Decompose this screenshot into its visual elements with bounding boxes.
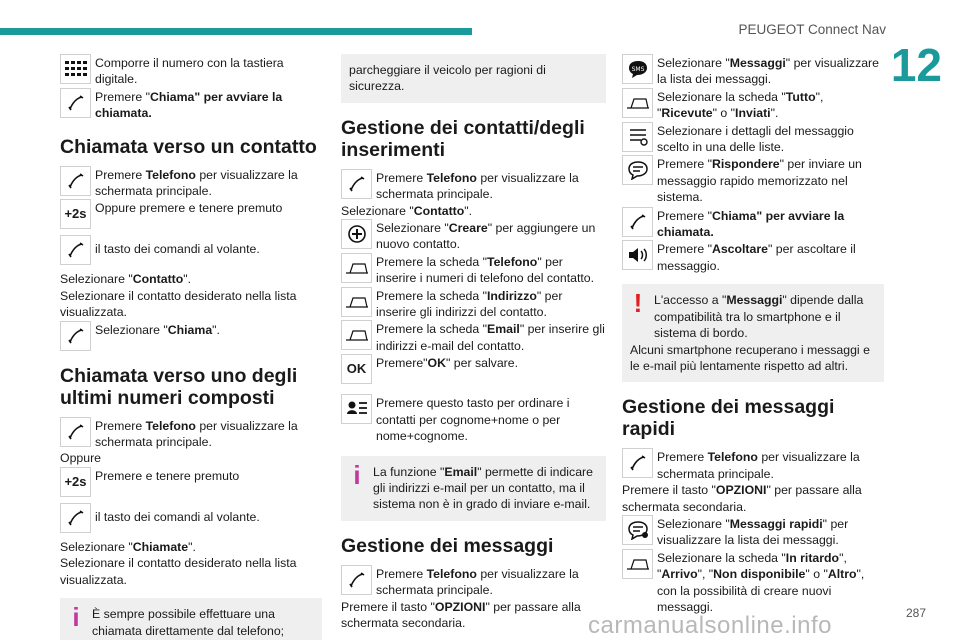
step-text: Selezionare "Chiama".	[95, 322, 220, 337]
step-text: Premere questo tasto per ordinare i contatti per cognome+nome o per nome+cognome.	[376, 396, 570, 444]
chapter-number: 12	[890, 39, 942, 91]
ok-icon: OK	[341, 354, 372, 384]
step-message-tabs	[622, 88, 884, 122]
step-text: Premere la scheda "Telefono" per inserire i numeri di telefono del contatto.	[376, 254, 595, 286]
sort-contacts-icon	[341, 394, 372, 424]
speaker-icon	[622, 240, 653, 270]
step-sort-contacts	[341, 394, 606, 444]
info-note	[60, 598, 322, 640]
step-text: Premere Telefono per visualizzare la schermata principale.	[657, 450, 860, 481]
hold-2s-icon: +2s	[60, 199, 91, 229]
step-text: Premere la scheda "Indirizzo" per inserire gli indirizzi del contatto.	[376, 288, 563, 320]
step-message-details	[622, 122, 884, 156]
phone-handset-icon	[341, 169, 372, 199]
warning-note	[622, 284, 884, 382]
step-hold	[60, 199, 322, 229]
step-messages	[622, 54, 884, 88]
step-text: Premere Telefono per visualizzare la schermata principale.	[376, 170, 579, 202]
paragraph: Selezionare "Contatto".	[341, 203, 473, 218]
step-text: Selezionare "Creare" per aggiungere un nuovo contatto.	[376, 221, 596, 252]
step-select-call	[60, 321, 322, 351]
page-number: 287	[905, 606, 926, 620]
paragraph: Selezionare "Chiamate".	[60, 539, 196, 554]
step-tab-phone	[341, 253, 606, 287]
paragraph: Selezionare il contatto desiderato nella lista visualizzata.	[60, 556, 297, 587]
step-text: il tasto dei comandi al volante.	[95, 509, 260, 524]
step-call	[622, 207, 884, 241]
section-heading-recent-calls: Chiamata verso uno degli ultimi numeri composti	[60, 364, 298, 409]
paragraph: Oppure	[60, 451, 102, 466]
step-text: Premere "Chiama" per avviare la chiamata.	[657, 208, 845, 240]
step-text: Premere "Chiama" per avviare la chiamata.	[95, 89, 283, 121]
svg-text:SMS: SMS	[631, 66, 644, 73]
step-text: Selezionare "Messaggi" per visualizzare la lista dei messaggi.	[657, 56, 879, 87]
note-text: parcheggiare il veicolo per ragioni di sicurezza.	[349, 63, 546, 94]
phone-handset-icon	[622, 207, 653, 237]
info-note-continued	[341, 54, 606, 103]
keypad-icon	[60, 54, 91, 84]
step-phone-main	[341, 169, 606, 203]
step-listen	[622, 240, 884, 274]
step-text: Premere "Rispondere" per inviare un messaggio rapido memorizzato nel sistema.	[657, 157, 862, 205]
step-hold	[60, 467, 322, 497]
tab-icon	[622, 549, 653, 579]
step-text: Premere Telefono per visualizzare la schermata principale.	[376, 566, 579, 598]
middle-column	[341, 54, 606, 631]
add-circle-icon	[341, 219, 372, 249]
watermark: carmanualsonline.info	[588, 612, 832, 639]
step-text: Oppure premere e tenere premuto	[95, 201, 283, 216]
paragraph: Premere il tasto "OPZIONI" per passare alla schermata secondaria.	[622, 483, 862, 514]
step-phone-main	[60, 166, 322, 200]
info-mark-icon: i	[353, 459, 361, 490]
phone-handset-icon	[60, 166, 91, 196]
step-quick-message-tabs	[622, 549, 884, 616]
phone-handset-icon	[60, 321, 91, 351]
step-phone-main	[341, 565, 606, 599]
step-text: Selezionare la scheda "In ritardo", "Arrivo", "Non disponibile" o "Altro", con la possibilità di creare nuovi messaggi.	[657, 550, 865, 614]
info-mark-icon: i	[72, 602, 80, 633]
section-heading-call-contact: Chiamata verso un contatto	[60, 135, 317, 158]
step-text: Premere la scheda "Email" per inserire gli indirizzi e-mail del contatto.	[376, 322, 605, 353]
section-heading-contacts: Gestione dei contatti/degli inserimenti	[341, 116, 585, 161]
step-text: Premere Telefono per visualizzare la schermata principale.	[95, 418, 298, 450]
phone-handset-icon	[341, 565, 372, 595]
phone-handset-icon	[622, 448, 653, 478]
quick-messages-icon	[622, 515, 653, 545]
note-text: È sempre possibile effettuare una chiamata direttamente dal telefono;	[92, 607, 285, 638]
step-quick-messages	[622, 515, 884, 549]
tab-icon	[341, 253, 372, 283]
step-text: Premere"OK" per salvare.	[376, 356, 519, 371]
step-phone-main	[60, 417, 322, 451]
hold-2s-icon: +2s	[60, 467, 91, 497]
step-text: il tasto dei comandi al volante.	[95, 242, 260, 257]
step-save-ok	[341, 354, 606, 384]
left-column	[60, 54, 322, 640]
step-text: Selezionare la scheda "Tutto", "Ricevute" o "Inviati".	[657, 89, 824, 121]
paragraph: Selezionare "Contatto".	[60, 272, 192, 287]
step-tab-address	[341, 287, 606, 321]
paragraph: Selezionare il contatto desiderato nella lista visualizzata.	[60, 288, 297, 320]
phone-handset-icon	[60, 503, 91, 533]
section-heading-messages: Gestione dei messaggi	[341, 534, 554, 557]
manual-title: PEUGEOT Connect Nav	[738, 22, 886, 37]
step-text: Comporre il numero con la tastiera digitale.	[95, 56, 284, 87]
reply-message-icon	[622, 155, 653, 185]
step-text: Selezionare i dettagli del messaggio scelto in una delle liste.	[657, 123, 854, 155]
note-text: L'accesso a "Messaggi" dipende dalla compatibilità tra lo smartphone e il sistema di bordo.	[654, 293, 864, 341]
step-tab-email	[341, 320, 606, 354]
tab-icon	[341, 287, 372, 317]
step-call	[60, 88, 322, 122]
step-dial-keypad	[60, 54, 322, 88]
step-text: Selezionare "Messaggi rapidi" per visualizzare la lista dei messaggi.	[657, 516, 849, 548]
step-text: Premere "Ascoltare" per ascoltare il messaggio.	[657, 242, 856, 273]
phone-handset-icon	[60, 88, 91, 118]
right-column	[622, 54, 884, 614]
info-note	[341, 456, 606, 521]
phone-handset-icon	[60, 417, 91, 447]
tab-icon	[341, 320, 372, 350]
section-heading-quick-messages: Gestione dei messaggi rapidi	[622, 396, 835, 441]
note-text-extra: Alcuni smartphone recuperano i messaggi e le e-mail più lentamente rispetto ad altri.	[630, 342, 870, 373]
paragraph: Premere il tasto "OPZIONI" per passare alla schermata secondaria.	[341, 599, 581, 630]
message-details-icon	[622, 122, 653, 152]
step-steering-button	[60, 235, 322, 265]
step-phone-main	[622, 448, 884, 482]
warning-mark-icon: !	[633, 288, 643, 319]
step-reply	[622, 155, 884, 205]
messages-icon	[622, 54, 653, 84]
step-text: Premere Telefono per visualizzare la schermata principale.	[95, 167, 298, 199]
step-steering-button	[60, 503, 322, 533]
phone-handset-icon	[60, 235, 91, 265]
note-text: La funzione "Email" permette di indicare gli indirizzi e-mail per un contatto, ma il sistema non è in grado di inviare e-mail.	[373, 464, 593, 512]
step-text: Premere e tenere premuto	[95, 468, 240, 483]
tab-icon	[622, 88, 653, 118]
step-create-contact	[341, 219, 606, 253]
header-accent-bar	[0, 28, 472, 35]
